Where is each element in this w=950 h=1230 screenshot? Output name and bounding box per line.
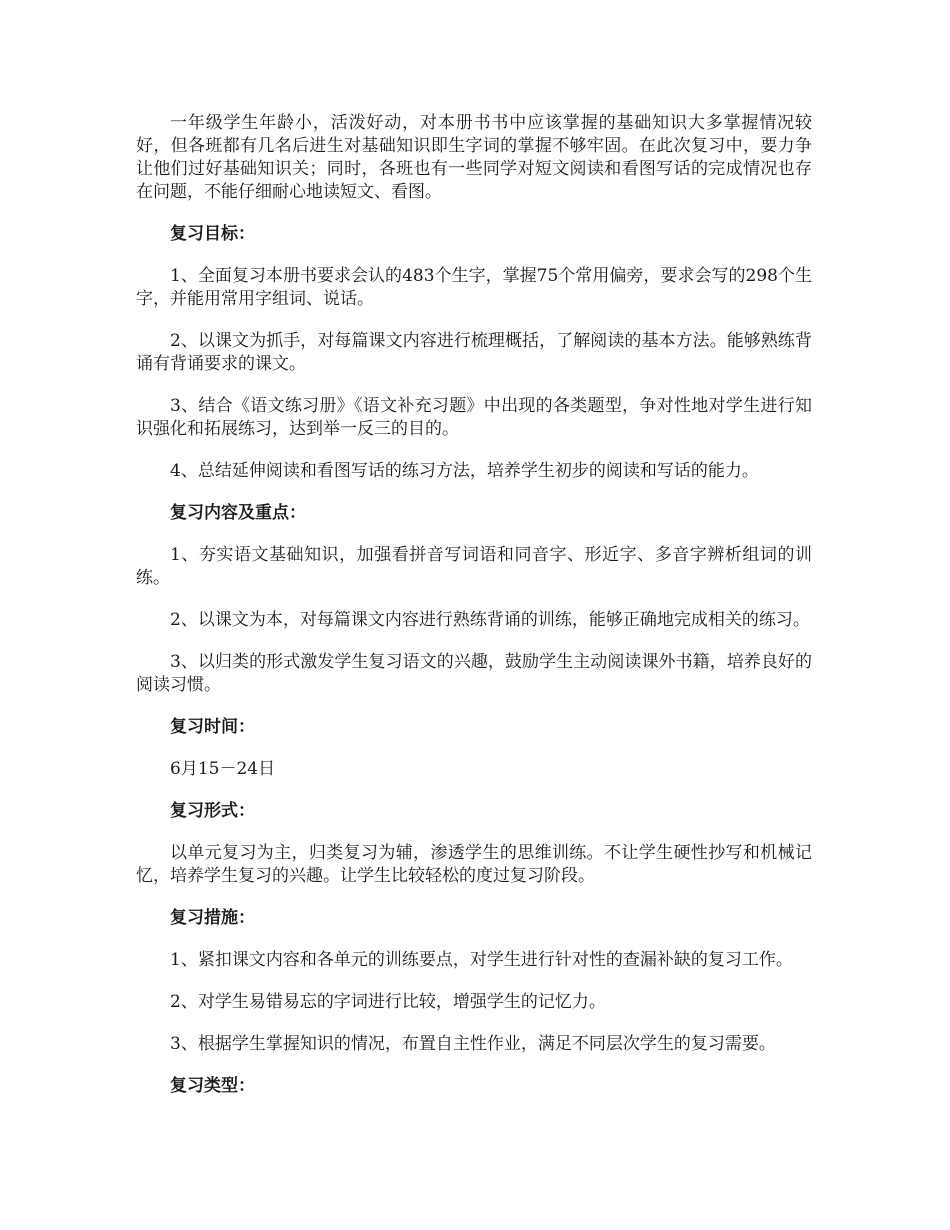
content-item-1: 1、夯实语文基础知识，加强看拼音写词语和同音字、形近字、多音字辨析组词的训练。 — [136, 545, 812, 588]
document-page — [136, 112, 812, 1098]
content-item-3: 3、以归类的形式激发学生复习语文的兴趣，鼓励学生主动阅读课外书籍，培养良好的阅读习惯。 — [136, 652, 812, 695]
measures-heading: 复习措施： — [170, 908, 255, 928]
time-value: 6月15－24日 — [170, 759, 276, 779]
intro-paragraph: 一年级学生年龄小，活泼好动，对本册书书中应该掌握的基础知识大多掌握情况较好，但各班都有几名后进生对基础知识即生字词的掌握不够牢固。在此次复习中，要力争让他们过好基础知识关；同时，各班也有一些同学对短文阅读和看图写话的完成情况也存在问题，不能仔细耐心地读短文、看图。 — [136, 113, 812, 202]
goal-item-1: 1、全面复习本册书要求会认的483个生字，掌握75个常用偏旁，要求会写的298个生字，并能用常用字组词、说话。 — [136, 266, 812, 309]
content-heading: 复习内容及重点： — [170, 503, 306, 523]
goal-item-3: 3、结合《语文练习册》《语文补充习题》中出现的各类题型，争对性地对学生进行知识强化和拓展练习，达到举一反三的目的。 — [136, 396, 812, 439]
goals-heading: 复习目标： — [170, 224, 255, 244]
measure-item-1: 1、紧扣课文内容和各单元的训练要点，对学生进行针对性的查漏补缺的复习工作。 — [170, 950, 793, 970]
time-heading: 复习时间： — [170, 717, 255, 737]
measure-item-3: 3、根据学生掌握知识的情况，布置自主性作业，满足不同层次学生的复习需要。 — [170, 1034, 776, 1054]
form-text: 以单元复习为主，归类复习为辅，渗透学生的思维训练。不让学生硬性抄写和机械记忆，培养学生复习的兴趣。让学生比较轻松的度过复习阶段。 — [136, 843, 812, 886]
goal-item-4: 4、总结延伸阅读和看图写话的练习方法，培养学生初步的阅读和写话的能力。 — [170, 461, 759, 481]
types-heading: 复习类型： — [170, 1076, 255, 1096]
goal-item-2: 2、以课文为抓手，对每篇课文内容进行梳理概括，了解阅读的基本方法。能够熟练背诵有背诵要求的课文。 — [136, 331, 812, 374]
measure-item-2: 2、对学生易错易忘的字词进行比较，增强学生的记忆力。 — [170, 992, 606, 1012]
form-heading: 复习形式： — [170, 801, 255, 821]
content-item-2: 2、以课文为本，对每篇课文内容进行熟练背诵的训练，能够正确地完成相关的练习。 — [170, 610, 810, 630]
